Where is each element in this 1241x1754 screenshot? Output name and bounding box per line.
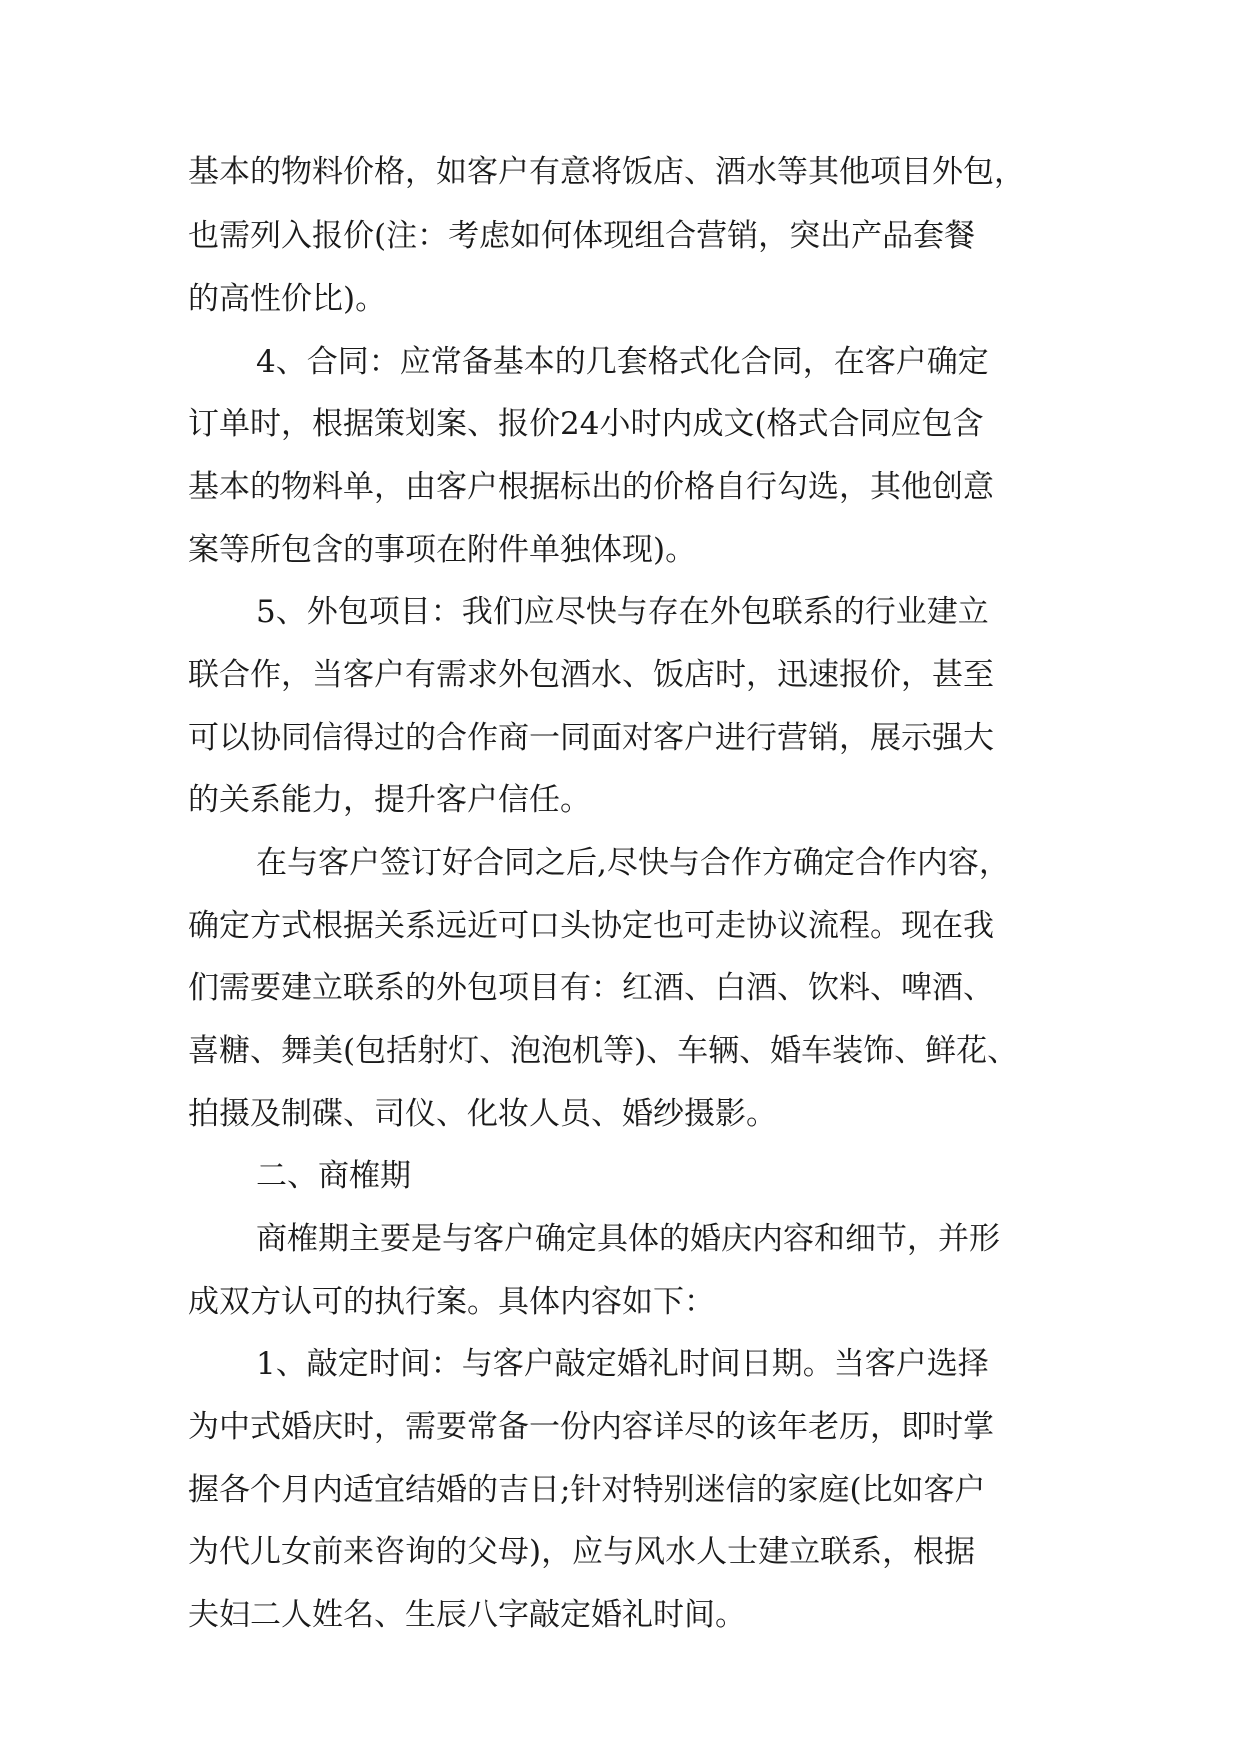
text-line: 的关系能力，提升客户信任。 (188, 782, 591, 818)
text-line: 5、外包项目：我们应尽快与存在外包联系的行业建立 (256, 594, 989, 630)
text-line: 拍摄及制碟、司仪、化妆人员、婚纱摄影。 (188, 1096, 777, 1132)
text-line: 成双方认可的执行案。具体内容如下： (188, 1284, 715, 1320)
text-line: 基本的物料价格，如客户有意将饭店、酒水等其他项目外包， (188, 154, 1025, 190)
text-line: 喜糖、舞美(包括射灯、泡泡机等)、车辆、婚车装饰、鲜花、 (188, 1033, 1019, 1069)
text-line: 握各个月内适宜结婚的吉日;针对特别迷信的家庭(比如客户 (188, 1472, 986, 1508)
text-line: 为中式婚庆时，需要常备一份内容详尽的该年老历，即时掌 (188, 1409, 994, 1445)
text-line: 案等所包含的事项在附件单独体现)。 (188, 532, 697, 568)
text-line: 1、敲定时间：与客户敲定婚礼时间日期。当客户选择 (256, 1346, 989, 1382)
text-line: 基本的物料单，由客户根据标出的价格自行勾选，其他创意 (188, 469, 994, 505)
text-line: 联合作，当客户有需求外包酒水、饭店时，迅速报价，甚至 (188, 657, 994, 693)
text-line: 也需列入报价(注：考虑如何体现组合营销，突出产品套餐 (188, 218, 976, 254)
text-line: 夫妇二人姓名、生辰八字敲定婚礼时间。 (188, 1597, 746, 1633)
text-line: 商榷期主要是与客户确定具体的婚庆内容和细节，并形 (256, 1221, 1000, 1257)
text-line: 在与客户签订好合同之后,尽快与合作方确定合作内容， (256, 845, 1010, 881)
text-line: 4、合同：应常备基本的几套格式化合同，在客户确定 (256, 344, 989, 380)
text-line: 可以协同信得过的合作商一同面对客户进行营销，展示强大 (188, 720, 994, 756)
text-line: 的高性价比)。 (188, 281, 387, 317)
text-line: 们需要建立联系的外包项目有：红酒、白酒、饮料、啤酒、 (188, 970, 994, 1006)
text-line: 为代儿女前来咨询的父母)，应与风水人士建立联系，根据 (188, 1534, 976, 1570)
text-line: 确定方式根据关系远近可口头协定也可走协议流程。现在我 (188, 908, 994, 944)
text-line: 订单时，根据策划案、报价24小时内成文(格式合同应包含 (188, 406, 984, 442)
section-heading: 二、商榷期 (256, 1158, 411, 1194)
